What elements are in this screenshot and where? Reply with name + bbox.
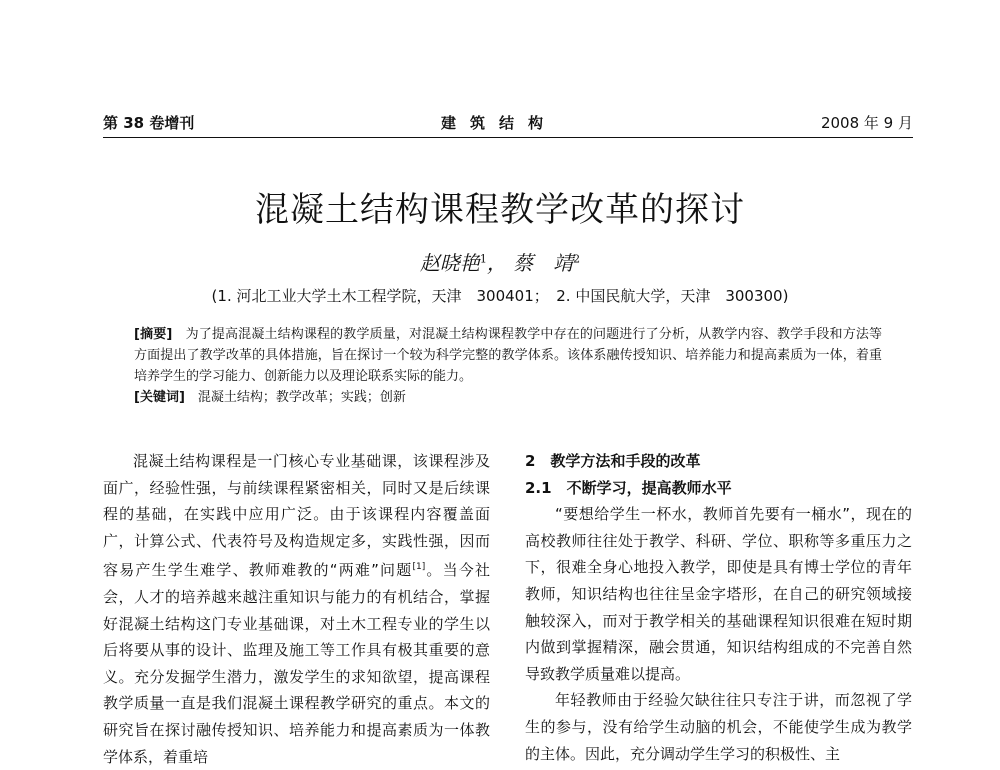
abstract-text: 为了提高混凝土结构课程的教学质量，对混凝土结构课程教学中存在的问题进行了分析，从教学内容、教学手段和方法等方面提出了教学改革的具体措施，旨在探讨一个较为科学完整的教学体系。该体系融传授知识、培养能力和提高素质为一体，着重培养学生的学习能力、创新能力以及理论联系实际的能力。 <box>134 327 882 384</box>
author-1-mark: 1 <box>479 252 487 266</box>
intro-text-b: 。当今社会，人才的培养越来越注重知识与能力的有机结合，掌握好混凝土结构这门专业基础课，对土木工程专业的学生以后将要从事的设计、监理及施工等工作具有极其重要的意义。充分发掘学生潜力，激发学生的求知欲望，提高课程教学质量一直是我们混凝土课程教学研究的重点。本文的研究旨在探讨融传授知识、培养能力和提高素质为一体教学体系，着重培 <box>103 561 490 766</box>
journal-issue: 第 38 卷增刊 <box>103 114 195 132</box>
author-1: 赵晓艳 <box>419 251 480 275</box>
author-2: 蔡 靖 <box>513 251 574 275</box>
publication-date: 2008 年 9 月 <box>820 114 913 132</box>
citation-ref: [1] <box>412 562 426 573</box>
keywords-text: 混凝土结构；教学改革；实践；创新 <box>197 390 406 405</box>
body-paragraph-2: 年轻教师由于经验欠缺往往只专注于讲，而忽视了学生的参与，没有给学生动脑的机会，不能使学生成为教学的主体。因此，充分调动学生学习的积极性、主 <box>525 691 912 763</box>
abstract-label: [摘要] <box>134 327 173 342</box>
author-2-mark: 2 <box>573 252 581 266</box>
journal-name: 建筑结构 <box>441 114 558 132</box>
body-paragraph-1: “要想给学生一杯水，教师首先要有一桶水”，现在的高校教师往往处于教学、科研、学位、职称等多重压力之下，很难全身心地投入教学，即使是具有博士学位的青年教师，知识结构也往往呈金字塔形，在自己的研究领域接触较深入，而对于教学相关的基础课程知识很难在短时期内做到掌握精深，融会贯通，知识结构组成的不完善自然导致教学质量难以提高。 <box>525 505 912 683</box>
keywords <box>134 387 882 408</box>
subsection-heading-2-1: 2.1 不断学习，提高教师水平 <box>525 478 732 497</box>
author-line <box>0 247 1000 276</box>
abstract <box>134 324 882 387</box>
right-column <box>525 448 912 767</box>
affiliations: (1. 河北工业大学土木工程学院，天津 300401； 2. 中国民航大学，天津 300300) <box>211 287 789 305</box>
author-separator: ， <box>486 251 507 275</box>
left-column <box>103 448 490 770</box>
keywords-label: [关键词] <box>134 390 185 405</box>
section-heading-2: 2 教学方法和手段的改革 <box>525 452 701 470</box>
abstract-block <box>134 324 882 408</box>
header-rule <box>103 137 913 138</box>
intro-text-a: 混凝土结构课程是一门核心专业基础课，该课程涉及面广，经验性强，与前续课程紧密相关，同时又是后续课程的基础，在实践中应用广泛。由于该课程内容覆盖面广，计算公式、代表符号及构造规定多，实践性强，因而容易产生学生难学、教师难教的“两难”问题 <box>103 452 490 580</box>
paper-title: 混凝土结构课程教学改革的探讨 <box>255 190 745 230</box>
running-header <box>103 110 913 138</box>
intro-paragraph <box>103 448 490 770</box>
